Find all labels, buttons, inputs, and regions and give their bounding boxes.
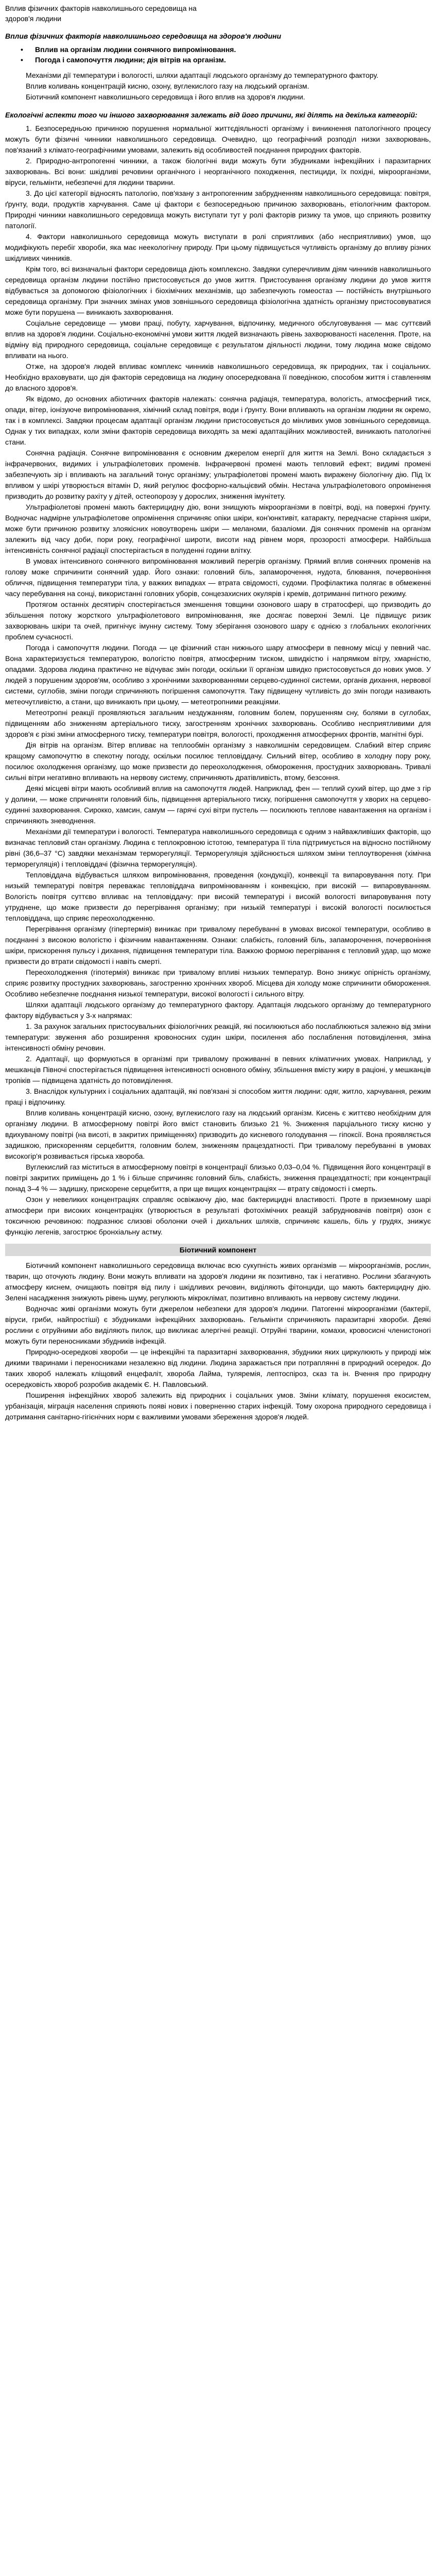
paragraph: 2. Природно-антропогенні чинники, а також біологічні види можуть бути збудниками інфекційних і паразитарних захворювань. Всі вони: шкідливі речовини органічного і неорганічного походження, пестициди, їх похідні, мікроорганізми, віруси, гельмінти, небезпечні для людини тварини. bbox=[5, 157, 431, 187]
paragraph: Вплив коливань концентрацій кисню, озону, вуглекислого газу на людський організм. bbox=[26, 82, 309, 90]
paragraph: Водночас живі організми можуть бути джерелом небезпеки для здоров'я людини. Патогенні мікроорганізми (бактерії, віруси, гриби, найпростіші) є збудниками інфекційних захворювань. Гельмінти спричиняють паразитарні хвороби. Деякі рослини є отруйними або виділяють пилок, що викликає алергічні реакції. Отруйні тварини, комахи, кровосисні членистоногі можуть бути переносниками збудників інфекцій. bbox=[5, 1304, 431, 1345]
paragraph: Дія вітрів на організм. Вітер впливає на теплообмін організму з навколишнім середовищем. Слабкий вітер сприяє кращому самопочуттю в спекотну погоду, оскільки посилює тепловіддачу. Сильний вітер, особливо в холодну пору року, посилює охолодження організму, що може призвести до переохолодження, обмороження, простудних захворювань. Тривалі сильні вітри негативно впливають на нервову систему, спричиняють дратівливість, втому, безсоння. bbox=[5, 741, 431, 782]
bullet-item: • Вплив на організм людини сонячного випромінювання. bbox=[21, 44, 431, 55]
paragraph: Соціальне середовище — умови праці, побуту, харчування, відпочинку, медичного обслуговування — має суттєвий вплив на здоров'я людини. Соціально-економічні умови життя людей визначають рівень захворюваності населення. Проте, на відміну від природного середовища, соціальне середовище є результатом діяльності людини, тому людина може свідомо впливати на нього. bbox=[5, 319, 431, 360]
paragraph: Сонячна радіація. Сонячне випромінювання є основним джерелом енергії для життя на Землі. Воно складається з інфрачервоних, видимих і ультрафіолетових променів. Інфрачервоні промені мають тепловий ефект; видимі промені забезпечують зір і впливають на загальний тонус організму; ультрафіолетові промені мають виражену біологічну дію. Під їх впливом у шкірі утворюється вітамін D, який регулює фосфорно-кальцієвий обмін. Нестача ультрафіолетового опромінення призводить до розвитку рахіту у дітей, остеопорозу у дорослих, зниження імунітету. bbox=[5, 449, 431, 500]
topic-bullets bbox=[21, 44, 431, 65]
paragraph: Механізми дії температури і вологості, шляхи адаптації людського організму до температурного фактору. bbox=[26, 71, 379, 79]
document-title-line1: Вплив фізичних факторів навколишнього середовища на bbox=[5, 4, 197, 12]
paragraph: Метеотропні реакції проявляються загальним нездужанням, головним болем, порушенням сну, болями в суглобах, підвищенням або зниженням артеріального тиску, загостренням хронічних захворювань. Особливо несприятливими для здоров'я є різкі зміни атмосферного тиску, температури повітря, вологості, проходження атмосферних фронтів, магнітні бурі. bbox=[5, 708, 431, 738]
paragraph: Вплив коливань концентрацій кисню, озону, вуглекислого газу на людський організм. Кисень є життєво необхідним для організму людини. В атмосферному повітрі його вміст становить близько 21 %. Зниження парціального тиску кисню у вдихуваному повітрі (на висоті, в закритих приміщеннях) призводить до кисневого голодування — гіпоксії. Вона проявляється задишкою, прискоренням серцебиття, головним болем, зниженням працездатності. При тривалому перебуванні в умовах високогір'я розвивається гірська хвороба. bbox=[5, 1109, 431, 1160]
paragraph: Крім того, всі визначальні фактори середовища діють комплексно. Завдяки суперечливим діям чинників навколишнього середовища організм людини постійно пристосовується до умов життя. Пристосування організму людини до умов життя відбувається за допомогою фізіологічних і біохімічних механізмів, що забезпечують гомеостаз — постійність внутрішнього середовища організму. При значних змінах умов зовнішнього середовища фізіологічна здатність організму пристосовуватися може бути порушена — виникають захворювання. bbox=[5, 265, 431, 316]
paragraph: 3. Внаслідок культурних і соціальних адаптацій, які пов'язані зі способом життя людини: одяг, житло, харчування, режим праці і відпочинку. bbox=[5, 1087, 431, 1106]
paragraph: Біотичний компонент навколишнього середовища включає всю сукупність живих організмів — мікроорганізмів, рослин, тварин, що оточують людину. Вони можуть впливати на здоров'я людини як позитивно, так і негативно. Рослини збагачують атмосферу киснем, очищають повітря від пилу і шкідливих речовин, виділяють фітонциди, що мають бактерицидну дію. Зелені насадження знижують рівень шуму, регулюють мікроклімат, позитивно впливають на нервову систему людини. bbox=[5, 1261, 431, 1302]
paragraph: Перегрівання організму (гіпертермія) виникає при тривалому перебуванні в умовах високої температури, особливо в поєднанні з високою вологістю і фізичним навантаженням. Ознаки: слабкість, головний біль, запаморочення, почервоніння шкіри, прискорення пульсу і дихання, підвищення температури тіла. Важкою формою перегрівання є тепловий удар, що може призвести до втрати свідомості і навіть смерті. bbox=[5, 925, 431, 965]
paragraph: Ультрафіолетові промені мають бактерицидну дію, вони знищують мікроорганізми в повітрі, воді, на поверхні ґрунту. Водночас надмірне ультрафіолетове опромінення спричиняє опіки шкіри, кон'юнктивіт, катаракту, передчасне старіння шкіри, може бути причиною розвитку злоякісних новоутворень шкіри — меланоми, базаліоми. Дія сонячних променів на організм залежить від часу доби, пори року, географічної широти, висоти над рівнем моря, прозорості атмосфери. Найбільша інтенсивність сонячної радіації спостерігається в полуденні години влітку. bbox=[5, 503, 431, 554]
bullet-item: • Погода і самопочуття людини; дія вітрів на організм. bbox=[21, 55, 431, 65]
paragraph: Озон у невеликих концентраціях справляє освіжаючу дію, має бактерицидні властивості. Проте в приземному шарі атмосфери при високих концентраціях (утворюється в результаті фотохімічних реакцій забруднювачів повітря) озон є токсичною речовиною: подразнює слизові оболонки очей і дихальних шляхів, спричиняє кашель, біль у грудях, знижує функцію легенів, загострює бронхіальну астму. bbox=[5, 1195, 431, 1236]
document-title-line2: здоров'я людини bbox=[5, 14, 62, 23]
paragraph: Протягом останніх десятиріч спостерігається зменшення товщини озонового шару в стратосфері, що призводить до збільшення потоку жорсткого ультрафіолетового випромінювання, яке досягає поверхні Землі. Це підвищує ризик захворювань шкіри та очей, пригнічує імунну систему. Тому зберігання озонового шару є однією з глобальних екологічних проблем сучасності. bbox=[5, 600, 431, 641]
section-heading: Екологічні аспекти того чи іншого захворювання залежать від його причини, які ділять на декілька категорій: bbox=[5, 111, 417, 119]
section-title-biotic: Біотичний компонент bbox=[5, 1244, 431, 1256]
paragraph: Шляхи адаптації людського організму до температурного фактору. Адаптація людського організму до температурного фактору відбувається у 3-х напрямах: bbox=[5, 1001, 431, 1020]
paragraph: Біотичний компонент навколишнього середовища і його вплив на здоров'я людини. bbox=[26, 93, 305, 101]
paragraph: Вуглекислий газ міститься в атмосферному повітрі в концентрації близько 0,03–0,04 %. Підвищення його концентрації в повітрі закритих приміщень до 1 % і більше спричиняє головний біль, слабкість, зниження працездатності; при концентрації понад 3–4 % — задишку, прискорене серцебиття, а при ще вищих концентраціях — втрату свідомості і смерть. bbox=[5, 1163, 431, 1193]
paragraph: Поширення інфекційних хвороб залежить від природних і соціальних умов. Зміни клімату, порушення екосистем, урбанізація, міграція населення сприяють появі нових і поверненню старих інфекцій. Тому охорона природного середовища і дотримання санітарно-гігієнічних норм є важливими умовами збереження здоров'я людей. bbox=[5, 1391, 431, 1421]
paragraph: Природно-осередкові хвороби — це інфекційні та паразитарні захворювання, збудники яких циркулюють у природі між дикими тваринами і переносниками незалежно від людини. Людина заражається при потраплянні в природний осередок. До таких хвороб належать кліщовий енцефаліт, хвороба Лайма, туляремія, лептоспіроз, сказ та ін. Вчення про природну осередковість хвороб розробив академік Є. Н. Павловський. bbox=[5, 1348, 431, 1388]
paragraph: Тепловіддача відбувається шляхом випромінювання, проведення (кондукції), конвекції та випаровування поту. При низькій температурі повітря переважає тепловіддача випромінюванням і конвекцією, при високій — випаровуванням. Вологість повітря суттєво впливає на тепловіддачу: при високій температурі і високій вологості випаровування поту утруднене, що може призвести до перегрівання організму; при низькій температурі і високій вологості посилюється тепловіддача, що сприяє переохолодженню. bbox=[5, 871, 431, 922]
paragraph: Переохолодження (гіпотермія) виникає при тривалому впливі низьких температур. Воно знижує опірність організму, сприяє розвитку простудних захворювань, загостренню хронічних хвороб. Місцева дія холоду може спричинити обмороження. Особливо небезпечне поєднання низької температури, високої вологості і сильного вітру. bbox=[5, 968, 431, 998]
paragraph: Як відомо, до основних абіотичних факторів належать: сонячна радіація, температура, вологість, атмосферний тиск, опади, вітер, іонізуюче випромінювання, хімічний склад повітря, води і ґрунту. Вони впливають на організм людини як окремо, так і в комплексі. Завдяки процесам адаптації організм людини пристосовується до мінливих умов зовнішнього середовища. Однак у тих випадках, коли зміни факторів середовища виходять за межі адаптаційних можливостей, виникають патологічні стани. bbox=[5, 395, 431, 446]
paragraph: Механізми дії температури і вологості. Температура навколишнього середовища є одним з найважливіших факторів, що визначає тепловий стан організму. Людина є теплокровною істотою, температура її тіла підтримується на відносно постійному рівні (36,6–37 °С) завдяки механізмам терморегуляції. Терморегуляція здійснюється шляхом зміни теплоутворення (хімічна терморегуляція) і тепловіддачі (фізична терморегуляція). bbox=[5, 827, 431, 868]
paragraph: 1. Безпосередньою причиною порушення нормальної життєдіяльності організму і виникнення патологічного процесу можуть бути фізичні чинники навколишнього середовища. Очевидно, що географічний розподіл низки захворювань, пов'язаний з клімато-географічними умовами, залежить від особливостей поєднання природних факторів. bbox=[5, 124, 431, 154]
paragraph: 1. За рахунок загальних пристосувальних фізіологічних реакцій, які посилюються або послаблюються залежно від зміни температури: звуження або розширення кровоносних судин шкіри, посилення або послаблення потовиділення, зміна інтенсивності обміну речовин. bbox=[5, 1022, 431, 1052]
paragraph: Деякі місцеві вітри мають особливий вплив на самопочуття людей. Наприклад, фен — теплий сухий вітер, що дме з гір у долини, — може спричиняти головний біль, підвищення артеріального тиску, погіршення самопочуття у хворих на серцево-судинні захворювання. Сирокко, хамсин, самум — гарячі сухі вітри пустель — посилюють теплове навантаження на організм і спричиняють зневоднення. bbox=[5, 784, 431, 825]
paragraph: 3. До цієї категорії відносять патологію, пов'язану з антропогенним забрудненням навколишнього середовища: повітря, ґрунту, води, продуктів харчування. Саме ці фактори є безпосередньою причиною захворювань, етіологічним фактором. Природні чинники навколишнього середовища можуть виступати тут у ролі факторів ризику та умов, що сприяють розвитку патології. bbox=[5, 189, 431, 230]
paragraph: Отже, на здоров'я людей впливає комплекс чинників навколишнього середовища, як природних, так і соціальних. Необхідно враховувати, що дія факторів середовища на людину опосередкована її поведінкою, способом життя і ставленням до власного здоров'я. bbox=[5, 362, 431, 392]
paragraph: Погода і самопочуття людини. Погода — це фізичний стан нижнього шару атмосфери в певному місці у певний час. Вона характеризується температурою, вологістю повітря, атмосферним тиском, швидкістю і напрямком вітру, хмарністю, опадами. Здорова людина практично не відчуває змін погоди, оскільки її організм швидко пристосовується до нових умов. У людей з порушеним здоров'ям, особливо з хронічними захворюваннями серцево-судинної системи, органів дихання, нервової системи, суглобів, зміни погоди спричиняють погіршення самопочуття. Таку підвищену чутливість до змін погоди називають метеочутливістю, а стани, що виникають при цьому, — метеотропними реакціями. bbox=[5, 643, 431, 706]
paragraph: 2. Адаптації, що формуються в організмі при тривалому проживанні в певних кліматичних умовах. Наприклад, у мешканців Півночі спостерігається підвищення інтенсивності основного обміну, збільшення вмісту жиру в раціоні, у мешканців тропіків — підвищена здатність до потовиділення. bbox=[5, 1055, 431, 1084]
paragraph: 4. Фактори навколишнього середовища можуть виступати в ролі сприятливих (або несприятливих) умов, що модифікують перебіг хвороби, яка має неекологічну природу. При цьому підвищується чутливість організму до впливу різних шкідливих чинників. bbox=[5, 232, 431, 262]
topic-heading: Вплив фізичних факторів навколишнього середовища на здоров'я людини bbox=[5, 32, 282, 40]
paragraph: В умовах інтенсивного сонячного випромінювання можливий перегрів організму. Прямий вплив сонячних променів на голову може спричинити сонячний удар. Його ознаки: головний біль, запаморочення, нудота, блювання, почервоніння обличчя, підвищення температури тіла, у важких випадках — втрата свідомості, судоми. Профілактика полягає в обмеженні часу перебування на сонці, використанні головних уборів, сонцезахисних окулярів і кремів, дотриманні питного режиму. bbox=[5, 557, 431, 598]
